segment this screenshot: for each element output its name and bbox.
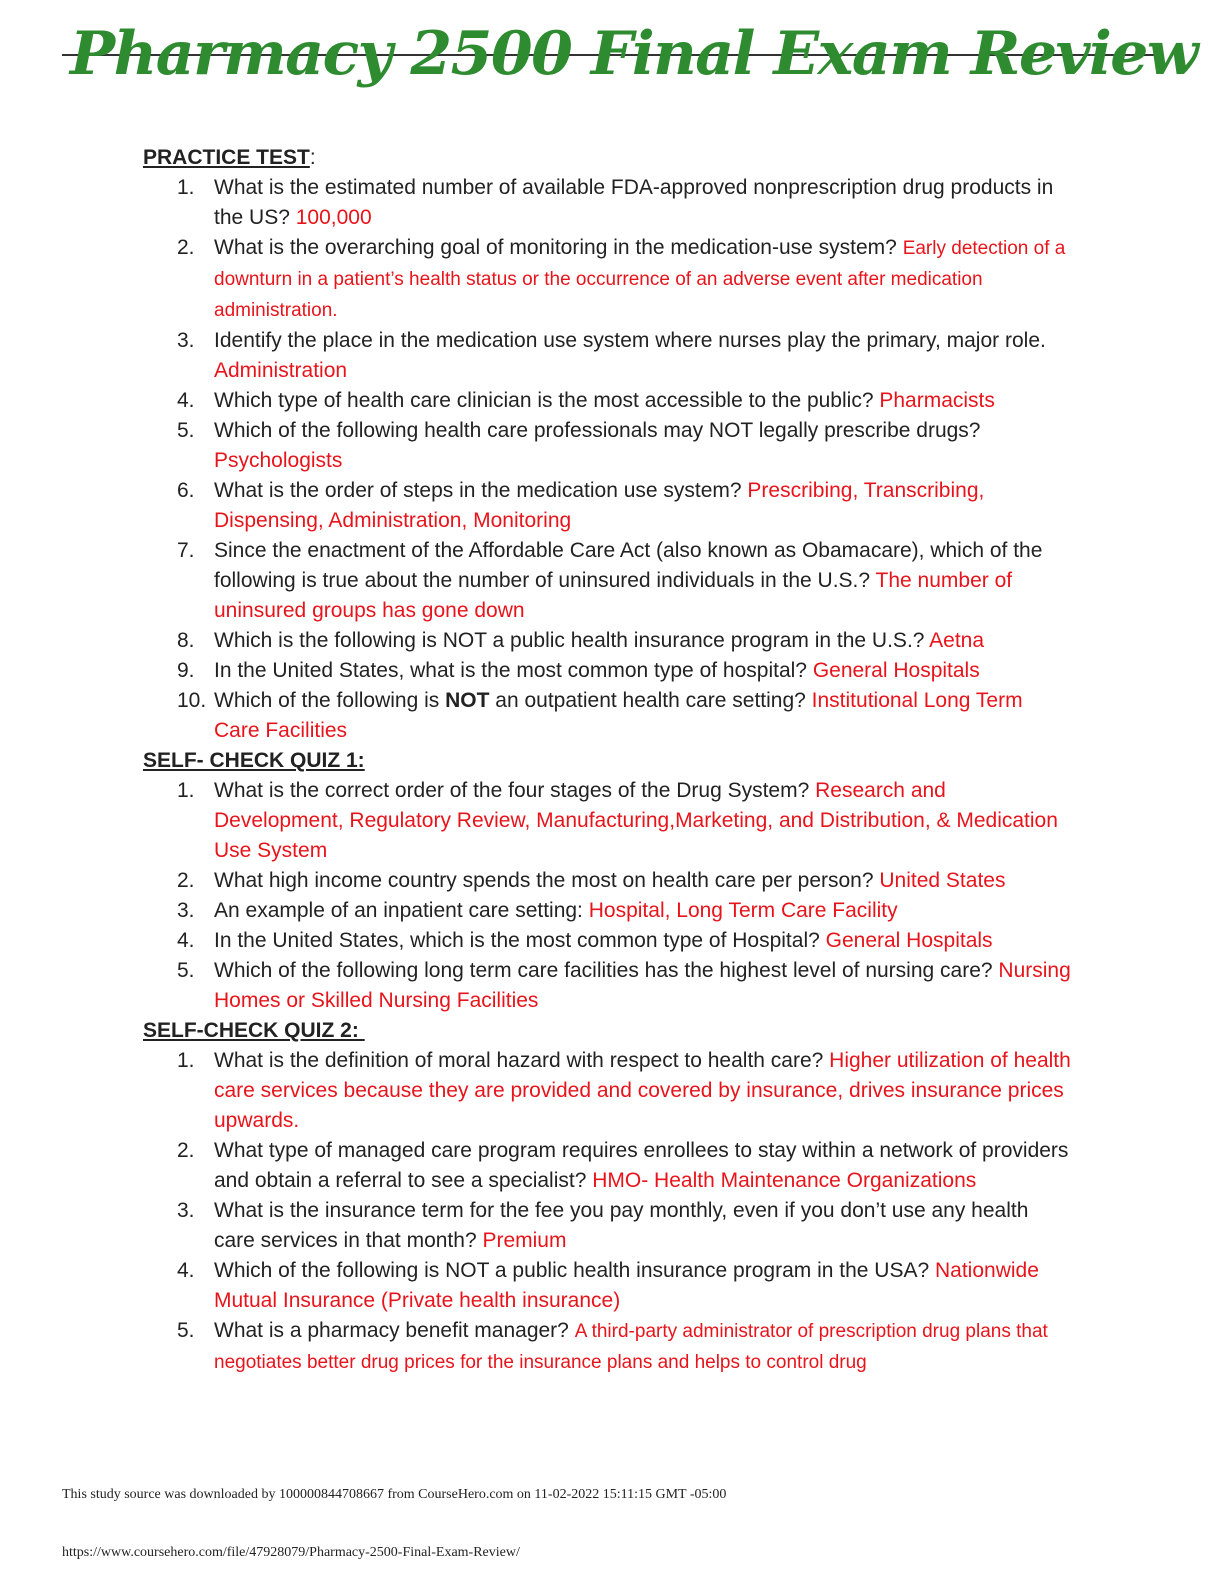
question-item	[143, 173, 1073, 233]
answer-text: Research and Development, Regulatory Review, Manufacturing,Marketing, and Distribution, & Medication Use System	[214, 779, 1058, 862]
question-number: 9.	[177, 659, 195, 682]
question-item	[143, 1136, 1073, 1196]
question-text: Which type of health care clinician is the most accessible to the public?	[214, 389, 880, 412]
question-text: What is the overarching goal of monitoring in the medication-use system?	[214, 236, 903, 259]
answer-text: Prescribing, Transcribing, Dispensing, Administration, Monitoring	[214, 479, 985, 532]
question-list	[143, 1046, 1073, 1378]
question-item	[143, 896, 1073, 926]
question-item	[143, 956, 1073, 1016]
question-text: Which of the following long term care facilities has the highest level of nursing care?	[214, 959, 999, 982]
section-heading-suffix: :	[309, 146, 316, 169]
question-text: Which of the following is NOT a public health insurance program in the USA?	[214, 1259, 935, 1282]
question-number: 4.	[177, 389, 195, 412]
question-item	[143, 926, 1073, 956]
section-heading-text: SELF-CHECK QUIZ 2:	[143, 1019, 365, 1042]
question-item	[143, 866, 1073, 896]
question-number: 2.	[177, 236, 195, 259]
question-item	[143, 686, 1073, 746]
question-number: 5.	[177, 1319, 195, 1342]
answer-text: The number of uninsured groups has gone down	[214, 569, 1013, 622]
answer-text: Administration	[214, 359, 348, 382]
question-number: 10.	[177, 689, 207, 712]
question-text: What is the correct order of the four stages of the Drug System?	[214, 779, 816, 802]
question-item	[143, 1196, 1073, 1256]
question-text: What is the order of steps in the medication use system?	[214, 479, 748, 502]
page-title: Pharmacy 2500 Final Exam Review	[70, 19, 1198, 89]
question-number: 1.	[177, 1049, 195, 1072]
question-number: 7.	[177, 539, 195, 562]
answer-text: A third-party administrator of prescription drug plans that negotiates better drug prices for the insurance plans and helps to control drug	[214, 1321, 1048, 1373]
answer-text: Nationwide Mutual Insurance (Private health insurance)	[214, 1259, 1039, 1312]
section-heading-self-check-quiz-2	[143, 1016, 1073, 1046]
question-number: 4.	[177, 1259, 195, 1282]
question-list	[143, 776, 1073, 1016]
section-heading-self-check-quiz-1	[143, 746, 1073, 776]
footer-url: https://www.coursehero.com/file/47928079/Pharmacy-2500-Final-Exam-Review/	[62, 1545, 520, 1560]
question-item	[143, 536, 1073, 626]
question-item	[143, 626, 1073, 656]
answer-text: Institutional Long Term Care Facilities	[214, 689, 1023, 742]
answer-text: Premium	[482, 1229, 567, 1252]
question-item	[143, 416, 1073, 476]
question-item	[143, 386, 1073, 416]
section-heading-text: SELF- CHECK QUIZ 1:	[143, 749, 365, 772]
question-number: 8.	[177, 629, 195, 652]
question-number: 2.	[177, 869, 195, 892]
question-number: 5.	[177, 419, 195, 442]
answer-text: Early detection of a downturn in a patient’s health status or the occurrence of an adverse event after medication administration.	[214, 238, 1066, 321]
answer-text: General Hospitals	[825, 929, 993, 952]
question-text: An example of an inpatient care setting:	[214, 899, 589, 922]
question-item	[143, 1256, 1073, 1316]
question-number: 2.	[177, 1139, 195, 1162]
question-number: 1.	[177, 176, 195, 199]
question-text: What is the insurance term for the fee you pay monthly, even if you don’t use any health care services in that month?	[214, 1199, 1029, 1252]
question-item	[143, 656, 1073, 686]
question-number: 4.	[177, 929, 195, 952]
question-text: What is the estimated number of available FDA-approved nonprescription drug products in the US?	[214, 176, 1054, 229]
question-text: What type of managed care program requires enrollees to stay within a network of providers and obtain a referral to see a specialist?	[214, 1139, 1069, 1192]
question-text: Identify the place in the medication use system where nurses play the primary, major role.	[214, 329, 1046, 352]
answer-text: HMO- Health Maintenance Organizations	[592, 1169, 977, 1192]
question-text: In the United States, which is the most common type of Hospital?	[214, 929, 826, 952]
question-number: 6.	[177, 479, 195, 502]
section-heading-text: PRACTICE TEST	[143, 146, 310, 169]
question-text: What is the definition of moral hazard with respect to health care?	[214, 1049, 830, 1072]
question-number: 3.	[177, 329, 195, 352]
question-text-continued: an outpatient health care setting?	[489, 689, 812, 712]
answer-text: Pharmacists	[879, 389, 995, 412]
question-item	[143, 1046, 1073, 1136]
answer-text: Hospital, Long Term Care Facility	[588, 899, 898, 922]
question-list	[143, 173, 1073, 746]
question-text: Which is the following is NOT a public health insurance program in the U.S.?	[214, 629, 930, 652]
answer-text: Aetna	[929, 629, 985, 652]
answer-text: Nursing Homes or Skilled Nursing Facilities	[214, 959, 1071, 1012]
question-item	[143, 233, 1073, 326]
question-text: Which of the following health care professionals may NOT legally prescribe drugs?	[214, 419, 981, 442]
footer-source-note: This study source was downloaded by 100000844708667 from CourseHero.com on 11-02-2022 15:11:15 GMT -05:00	[62, 1487, 727, 1502]
answer-text: Psychologists	[214, 449, 343, 472]
title-header	[0, 0, 1224, 110]
answer-text: United States	[879, 869, 1006, 892]
question-item	[143, 776, 1073, 866]
question-text: What high income country spends the most on health care per person?	[214, 869, 880, 892]
question-number: 5.	[177, 959, 195, 982]
question-text: In the United States, what is the most common type of hospital?	[214, 659, 813, 682]
answer-text: Higher utilization of health care services because they are provided and covered by insurance, drives insurance prices upwards.	[214, 1049, 1071, 1132]
question-item	[143, 476, 1073, 536]
question-text: What is a pharmacy benefit manager?	[214, 1319, 575, 1342]
question-item	[143, 326, 1073, 386]
question-number: 3.	[177, 899, 195, 922]
question-emphasis: NOT	[445, 689, 490, 712]
question-item	[143, 1316, 1073, 1378]
answer-text: General Hospitals	[812, 659, 980, 682]
section-heading-practice-test	[143, 143, 1073, 173]
question-number: 1.	[177, 779, 195, 802]
question-number: 3.	[177, 1199, 195, 1222]
document-body	[143, 143, 1073, 1378]
question-text: Which of the following is	[214, 689, 446, 712]
answer-text: 100,000	[295, 206, 372, 229]
question-text: Since the enactment of the Affordable Care Act (also known as Obamacare), which of the following is true about the number of uninsured individuals in the U.S.?	[214, 539, 1043, 592]
